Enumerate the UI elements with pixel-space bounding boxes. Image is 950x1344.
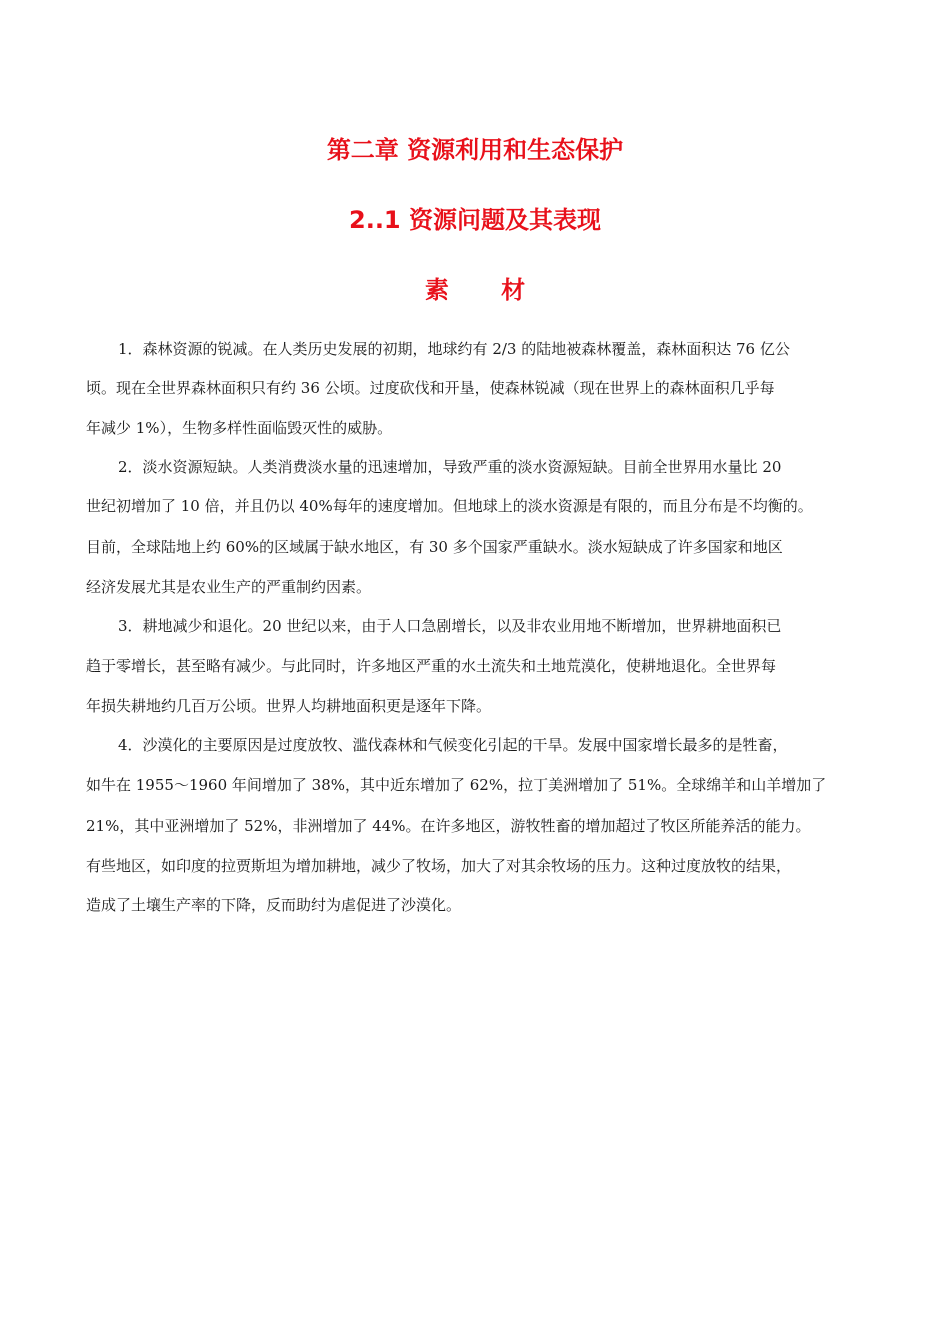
material-title: 素 材 (424, 276, 548, 304)
paragraph-line: 趋于零增长，甚至略有减少。与此同时，许多地区严重的水土流失和土地荒漠化，使耕地退化。全世界每 (86, 657, 777, 675)
paragraph-line: 造成了土壤生产率的下降，反而助纣为虐促进了沙漠化。 (86, 896, 462, 914)
paragraph-line: 目前，全球陆地上约 60%的区域属于缺水地区，有 30 多个国家严重缺水。淡水短缺成了许多国家和地区 (86, 538, 783, 556)
paragraph-line: 如牛在 1955～1960 年间增加了 38%，其中近东增加了 62%，拉丁美洲增加了 51%。全球绵羊和山羊增加了 (86, 776, 827, 794)
paragraph-line: 有些地区，如印度的拉贾斯坦为增加耕地，减少了牧场，加大了对其余牧场的压力。这种过度放牧的结果， (86, 857, 792, 875)
paragraph-line: 4．沙漠化的主要原因是过度放牧、滥伐森林和气候变化引起的干旱。发展中国家增长最多的是牲畜， (118, 736, 788, 754)
paragraph-line: 年减少 1%），生物多样性面临毁灭性的威胁。 (86, 419, 393, 437)
paragraph-line: 21%，其中亚洲增加了 52%，非洲增加了 44%。在许多地区，游牧牲畜的增加超过了牧区所能养活的能力。 (86, 817, 811, 835)
paragraph-line: 世纪初增加了 10 倍，并且仍以 40%每年的速度增加。但地球上的淡水资源是有限的，而且分布是不均衡的。 (86, 497, 813, 515)
paragraph-line: 顷。现在全世界森林面积只有约 36 公顷。过度砍伐和开垦，使森林锐减（现在世界上的森林面积几乎每 (86, 379, 775, 397)
paragraph-line: 年损失耕地约几百万公顷。世界人均耕地面积更是逐年下降。 (86, 697, 492, 715)
paragraph-line: 经济发展尤其是农业生产的严重制约因素。 (86, 578, 372, 596)
paragraph-line: 3．耕地减少和退化。20 世纪以来，由于人口急剧增长，以及非农业用地不断增加，世界耕地面积已 (118, 617, 782, 635)
paragraph-line: 1．森林资源的锐减。在人类历史发展的初期，地球约有 2/3 的陆地被森林覆盖，森林面积达 76 亿公 (118, 340, 790, 358)
section-title: 2..1 资源问题及其表现 (349, 206, 601, 234)
chapter-title: 第二章 资源利用和生态保护 (326, 136, 624, 164)
paragraph-line: 2．淡水资源短缺。人类消费淡水量的迅速增加，导致严重的淡水资源短缺。目前全世界用水量比 20 (118, 458, 782, 476)
